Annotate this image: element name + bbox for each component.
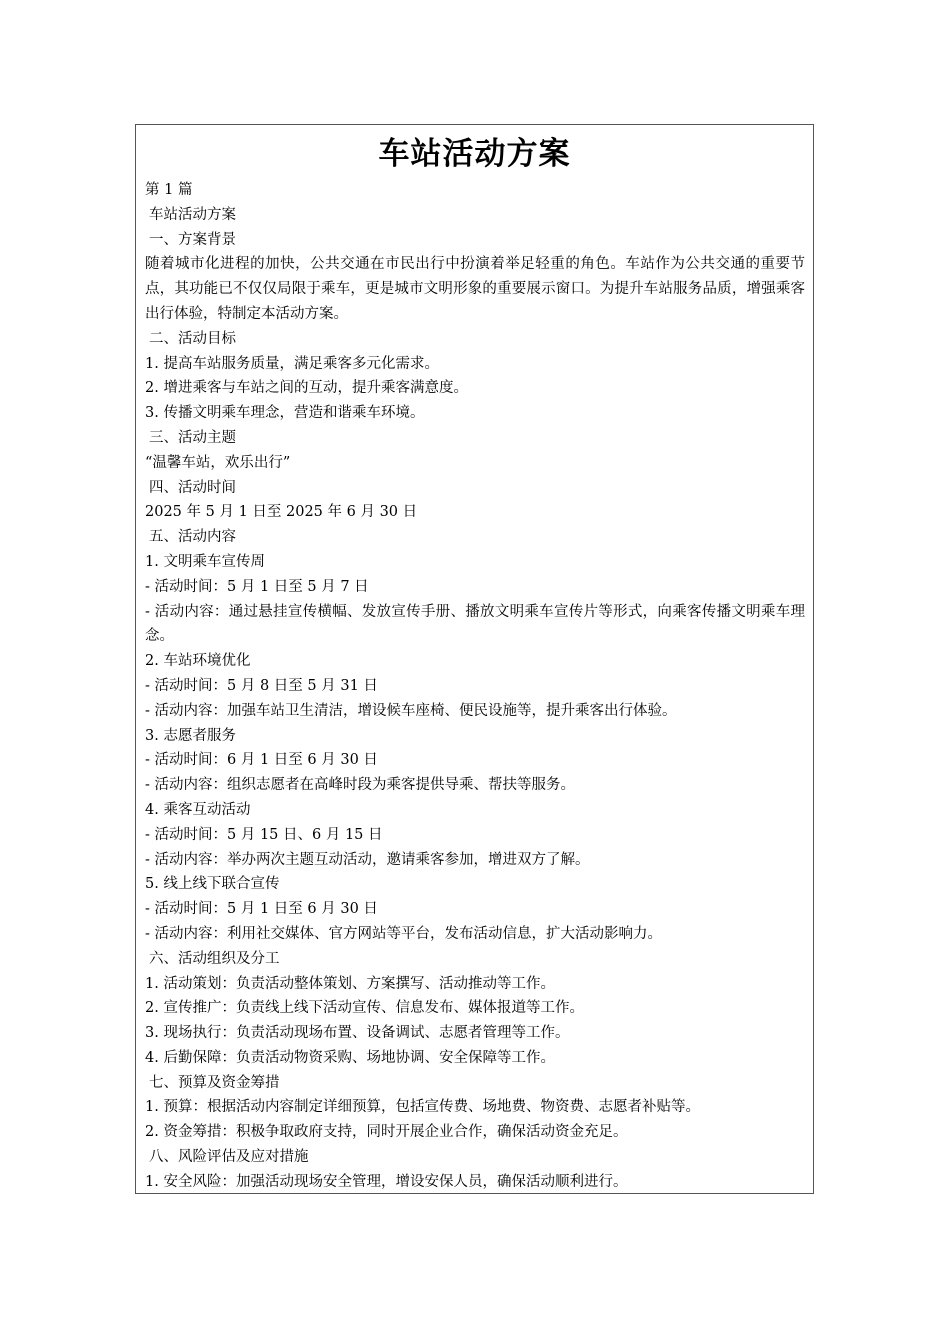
- section-heading: 车站活动方案: [149, 206, 236, 223]
- body-line: 随着城市化进程的加快，公共交通在市民出行中扮演着举足轻重的角色。车站作为公共交通的重要节点，其功能已不仅仅局限于乘车，更是城市文明形象的重要展示窗口。为提升车站服务品质，增强乘客出行体验，特制定本活动方案。: [145, 256, 805, 322]
- body-line: 2. 车站环境优化: [145, 653, 251, 670]
- body-line: - 活动时间：5 月 8 日至 5 月 31 日: [145, 677, 378, 694]
- body-line: - 活动时间：5 月 1 日至 6 月 30 日: [145, 901, 378, 918]
- body-line: 3. 志愿者服务: [145, 727, 236, 744]
- body-line: 2. 宣传推广：负责线上线下活动宣传、信息发布、媒体报道等工作。: [145, 1000, 584, 1017]
- body-line: 4. 后勤保障：负责活动物资采购、场地协调、安全保障等工作。: [145, 1049, 555, 1066]
- body-line: 3. 传播文明乘车理念，营造和谐乘车环境。: [145, 405, 425, 422]
- body-line: - 活动时间：5 月 15 日、6 月 15 日: [145, 826, 383, 843]
- section-heading: 三、活动主题: [149, 429, 236, 446]
- body-line: - 活动内容：组织志愿者在高峰时段为乘客提供导乘、帮扶等服务。: [145, 777, 576, 794]
- body-line: 1. 提高车站服务质量，满足乘客多元化需求。: [145, 355, 439, 372]
- document-title: 车站活动方案: [378, 136, 571, 172]
- body-line: 1. 预算：根据活动内容制定详细预算，包括宣传费、场地费、物资费、志愿者补贴等。: [145, 1099, 700, 1116]
- body-line: 2. 资金筹措：积极争取政府支持，同时开展企业合作，确保活动资金充足。: [145, 1124, 628, 1141]
- body-line: 1. 安全风险：加强活动现场安全管理，增设安保人员，确保活动顺利进行。: [145, 1173, 628, 1190]
- section-heading: 二、活动目标: [149, 330, 236, 347]
- body-line: “温馨车站，欢乐出行”: [145, 454, 291, 471]
- body-line: 4. 乘客互动活动: [145, 801, 251, 818]
- body-line: 5. 线上线下联合宣传: [145, 876, 280, 893]
- body-line: 1. 文明乘车宣传周: [145, 553, 265, 570]
- body-line: 3. 现场执行：负责活动现场布置、设备调试、志愿者管理等工作。: [145, 1025, 570, 1042]
- section-heading: 一、方案背景: [149, 231, 236, 248]
- section-heading: 七、预算及资金筹措: [149, 1074, 280, 1091]
- section-heading: 八、风险评估及应对措施: [149, 1149, 309, 1166]
- body-line: 1. 活动策划：负责活动整体策划、方案撰写、活动推动等工作。: [145, 975, 555, 992]
- body-line: 2. 增进乘客与车站之间的互动，提升乘客满意度。: [145, 380, 468, 397]
- body-line: - 活动内容：通过悬挂宣传横幅、发放宣传手册、播放文明乘车宣传片等形式，向乘客传播文明乘车理念。: [145, 603, 805, 645]
- body-line: - 活动内容：举办两次主题互动活动，邀请乘客参加，增进双方了解。: [145, 851, 590, 868]
- body-line: 2025 年 5 月 1 日至 2025 年 6 月 30 日: [145, 504, 418, 521]
- body-line: - 活动时间：6 月 1 日至 6 月 30 日: [145, 752, 378, 769]
- section-heading: 五、活动内容: [149, 529, 236, 546]
- document-frame: [135, 124, 814, 1194]
- body-line: 第 1 篇: [145, 182, 193, 198]
- section-heading: 六、活动组织及分工: [149, 950, 280, 967]
- section-heading: 四、活动时间: [149, 479, 236, 496]
- document-body: [136, 178, 813, 1194]
- body-line: - 活动内容：利用社交媒体、官方网站等平台，发布活动信息，扩大活动影响力。: [145, 925, 663, 942]
- body-line: - 活动内容：加强车站卫生清洁，增设候车座椅、便民设施等，提升乘客出行体验。: [145, 702, 677, 719]
- body-line: - 活动时间：5 月 1 日至 5 月 7 日: [145, 578, 369, 595]
